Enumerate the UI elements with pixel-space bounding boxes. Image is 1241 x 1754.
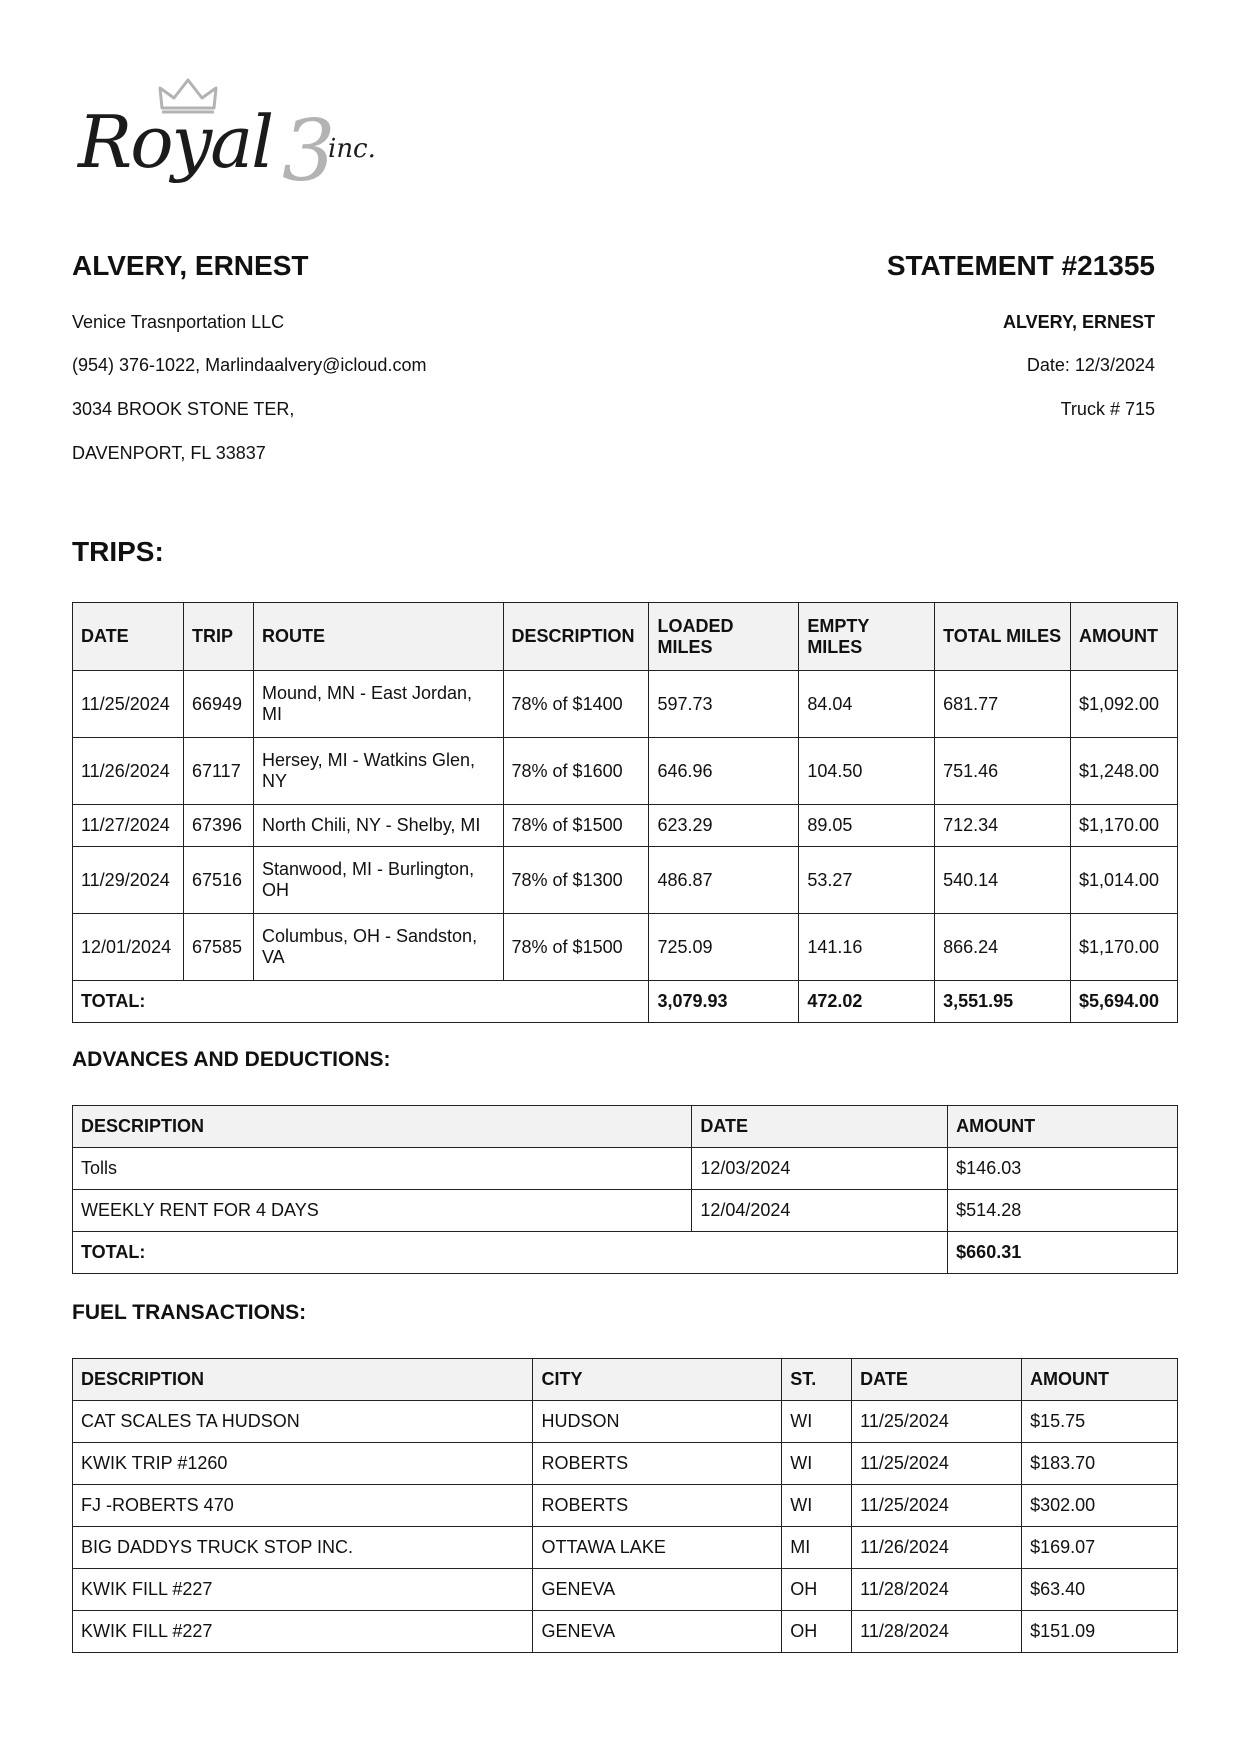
col-header-amount: AMOUNT	[1070, 603, 1177, 671]
advances-total-amount: $660.31	[948, 1232, 1178, 1274]
trip-date: 12/01/2024	[73, 914, 184, 981]
trip-amount: $1,170.00	[1070, 914, 1177, 981]
trip-description: 78% of $1500	[503, 914, 649, 981]
col-header-date: DATE	[852, 1359, 1022, 1401]
trip-route: North Chili, NY - Shelby, MI	[253, 805, 503, 847]
trip-total-miles: 681.77	[935, 671, 1071, 738]
advances-table	[72, 1105, 1178, 1274]
advance-date: 12/03/2024	[692, 1148, 948, 1190]
fuel-date: 11/26/2024	[852, 1527, 1022, 1569]
trip-route: Stanwood, MI - Burlington, OH	[253, 847, 503, 914]
trip-total-miles: 751.46	[935, 738, 1071, 805]
trip-number: 67117	[183, 738, 253, 805]
advances-header-row	[73, 1106, 1178, 1148]
fuel-state: OH	[782, 1569, 852, 1611]
fuel-amount: $183.70	[1022, 1443, 1178, 1485]
trip-empty-miles: 141.16	[799, 914, 935, 981]
fuel-city: OTTAWA LAKE	[533, 1527, 782, 1569]
trips-section-title: TRIPS:	[72, 536, 164, 567]
fuel-description: KWIK FILL #227	[73, 1611, 533, 1653]
advance-amount: $146.03	[948, 1148, 1178, 1190]
trip-number: 67396	[183, 805, 253, 847]
driver-company: Venice Trasnportation LLC	[72, 312, 285, 332]
trips-total-loaded-miles: 3,079.93	[649, 981, 799, 1023]
fuel-table	[72, 1358, 1178, 1653]
fuel-header-row	[73, 1359, 1178, 1401]
driver-contact: (954) 376-1022, Marlindaalvery@icloud.com	[72, 355, 427, 375]
table-row	[73, 805, 1178, 847]
trip-description: 78% of $1500	[503, 805, 649, 847]
driver-name-heading: ALVERY, ERNEST	[72, 250, 309, 281]
fuel-description: CAT SCALES TA HUDSON	[73, 1401, 533, 1443]
fuel-state: WI	[782, 1485, 852, 1527]
table-row	[73, 738, 1178, 805]
fuel-city: ROBERTS	[533, 1485, 782, 1527]
fuel-description: KWIK FILL #227	[73, 1569, 533, 1611]
col-header-amount: AMOUNT	[1022, 1359, 1178, 1401]
fuel-state: OH	[782, 1611, 852, 1653]
table-row	[73, 847, 1178, 914]
fuel-date: 11/28/2024	[852, 1611, 1022, 1653]
trip-date: 11/27/2024	[73, 805, 184, 847]
fuel-amount: $151.09	[1022, 1611, 1178, 1653]
trip-amount: $1,170.00	[1070, 805, 1177, 847]
fuel-date: 11/25/2024	[852, 1401, 1022, 1443]
col-header-loaded-miles: LOADED MILES	[649, 603, 799, 671]
fuel-amount: $302.00	[1022, 1485, 1178, 1527]
advances-total-label: TOTAL:	[73, 1232, 948, 1274]
col-header-total-miles: TOTAL MILES	[935, 603, 1071, 671]
trip-total-miles: 712.34	[935, 805, 1071, 847]
table-row	[73, 1569, 1178, 1611]
driver-address-line2: DAVENPORT, FL 33837	[72, 443, 266, 463]
advance-description: WEEKLY RENT FOR 4 DAYS	[73, 1190, 692, 1232]
col-header-city: CITY	[533, 1359, 782, 1401]
trip-total-miles: 540.14	[935, 847, 1071, 914]
trip-empty-miles: 84.04	[799, 671, 935, 738]
advance-amount: $514.28	[948, 1190, 1178, 1232]
trip-empty-miles: 53.27	[799, 847, 935, 914]
fuel-date: 11/28/2024	[852, 1569, 1022, 1611]
statement-truck: Truck # 715	[1060, 399, 1155, 419]
trip-loaded-miles: 725.09	[649, 914, 799, 981]
trips-total-label: TOTAL:	[73, 981, 649, 1023]
trips-total-empty-miles: 472.02	[799, 981, 935, 1023]
statement-date: Date: 12/3/2024	[1026, 355, 1155, 375]
table-row	[73, 1148, 1178, 1190]
fuel-amount: $169.07	[1022, 1527, 1178, 1569]
trip-date: 11/29/2024	[73, 847, 184, 914]
trip-amount: $1,014.00	[1070, 847, 1177, 914]
trip-total-miles: 866.24	[935, 914, 1071, 981]
fuel-city: GENEVA	[533, 1569, 782, 1611]
trips-total-row	[73, 981, 1178, 1023]
table-row	[73, 1401, 1178, 1443]
table-row	[73, 1190, 1178, 1232]
trip-description: 78% of $1600	[503, 738, 649, 805]
trips-table	[72, 602, 1178, 1023]
fuel-state: WI	[782, 1443, 852, 1485]
advance-date: 12/04/2024	[692, 1190, 948, 1232]
col-header-description: DESCRIPTION	[73, 1106, 692, 1148]
trips-header-row	[73, 603, 1178, 671]
advances-section-title: ADVANCES AND DEDUCTIONS:	[72, 1048, 391, 1071]
advance-description: Tolls	[73, 1148, 692, 1190]
col-header-amount: AMOUNT	[948, 1106, 1178, 1148]
trip-amount: $1,248.00	[1070, 738, 1177, 805]
fuel-description: BIG DADDYS TRUCK STOP INC.	[73, 1527, 533, 1569]
trips-total-amount: $5,694.00	[1070, 981, 1177, 1023]
col-header-state: ST.	[782, 1359, 852, 1401]
fuel-date: 11/25/2024	[852, 1443, 1022, 1485]
fuel-section-title: FUEL TRANSACTIONS:	[72, 1301, 307, 1324]
col-header-trip: TRIP	[183, 603, 253, 671]
fuel-description: KWIK TRIP #1260	[73, 1443, 533, 1485]
table-row	[73, 1485, 1178, 1527]
col-header-empty-miles: EMPTY MILES	[799, 603, 935, 671]
trip-empty-miles: 104.50	[799, 738, 935, 805]
col-header-description: DESCRIPTION	[73, 1359, 533, 1401]
trip-date: 11/26/2024	[73, 738, 184, 805]
col-header-description: DESCRIPTION	[503, 603, 649, 671]
fuel-city: ROBERTS	[533, 1443, 782, 1485]
table-row	[73, 1611, 1178, 1653]
fuel-amount: $63.40	[1022, 1569, 1178, 1611]
fuel-date: 11/25/2024	[852, 1485, 1022, 1527]
statement-title: STATEMENT #21355	[886, 250, 1155, 281]
trip-loaded-miles: 486.87	[649, 847, 799, 914]
trip-route: Columbus, OH - Sandston, VA	[253, 914, 503, 981]
fuel-city: HUDSON	[533, 1401, 782, 1443]
trips-total-miles: 3,551.95	[935, 981, 1071, 1023]
advances-total-row	[73, 1232, 1178, 1274]
table-row	[73, 671, 1178, 738]
table-row	[73, 914, 1178, 981]
col-header-date: DATE	[73, 603, 184, 671]
col-header-route: ROUTE	[253, 603, 503, 671]
trip-amount: $1,092.00	[1070, 671, 1177, 738]
fuel-city: GENEVA	[533, 1611, 782, 1653]
statement-driver-name: ALVERY, ERNEST	[1002, 312, 1155, 332]
trip-description: 78% of $1300	[503, 847, 649, 914]
trip-description: 78% of $1400	[503, 671, 649, 738]
trip-empty-miles: 89.05	[799, 805, 935, 847]
col-header-date: DATE	[692, 1106, 948, 1148]
trip-route: Mound, MN - East Jordan, MI	[253, 671, 503, 738]
logo-numeral: 3	[282, 102, 336, 200]
trip-number: 67516	[183, 847, 253, 914]
fuel-state: WI	[782, 1401, 852, 1443]
logo-word: Royal	[78, 100, 273, 184]
trip-date: 11/25/2024	[73, 671, 184, 738]
trip-number: 67585	[183, 914, 253, 981]
table-row	[73, 1527, 1178, 1569]
fuel-state: MI	[782, 1527, 852, 1569]
table-row	[73, 1443, 1178, 1485]
company-logo	[72, 78, 392, 200]
logo-suffix: inc.	[328, 134, 376, 164]
trip-number: 66949	[183, 671, 253, 738]
trip-route: Hersey, MI - Watkins Glen, NY	[253, 738, 503, 805]
trip-loaded-miles: 646.96	[649, 738, 799, 805]
trip-loaded-miles: 597.73	[649, 671, 799, 738]
trip-loaded-miles: 623.29	[649, 805, 799, 847]
fuel-amount: $15.75	[1022, 1401, 1178, 1443]
driver-address-line1: 3034 BROOK STONE TER,	[72, 399, 295, 419]
fuel-description: FJ -ROBERTS 470	[73, 1485, 533, 1527]
